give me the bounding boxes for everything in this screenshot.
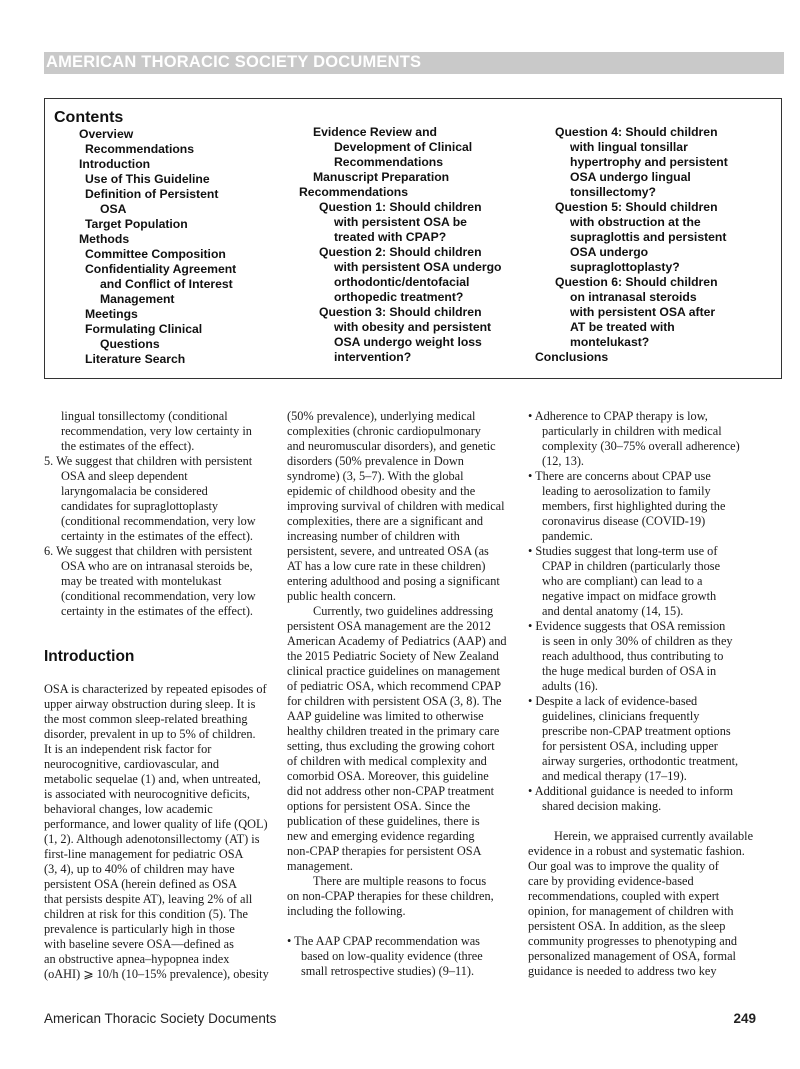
text-line: guidelines, clinicians frequently <box>542 709 700 723</box>
contents-entry[interactable]: Question 6: Should children <box>555 275 718 289</box>
contents-entry[interactable]: Literature Search <box>85 352 186 366</box>
contents-entry[interactable]: Recommendations <box>85 142 195 156</box>
contents-title: Contents <box>54 109 124 126</box>
contents-entry[interactable]: Manuscript Preparation <box>313 170 450 184</box>
contents-entry[interactable]: hypertrophy and persistent <box>570 155 728 169</box>
contents-entry[interactable]: with persistent OSA after <box>570 305 716 319</box>
text-line: There are multiple reasons to focus <box>313 874 487 888</box>
contents-entry[interactable]: Introduction <box>79 157 151 171</box>
contents-entry[interactable]: Conclusions <box>535 350 609 364</box>
text-line: persistent OSA (herein defined as OSA <box>44 877 237 891</box>
text-line: 6. We suggest that children with persistent <box>44 544 253 558</box>
text-line <box>287 919 507 934</box>
text-line: small retrospective studies) (9–11). <box>301 964 475 978</box>
text-line: complexities (chronic cardiopulmonary <box>287 424 481 438</box>
text-line: may be treated with montelukast <box>61 574 222 588</box>
text-line: members, first highlighted during the <box>542 499 726 513</box>
text-line: who are compliant) can lead to a <box>542 574 703 588</box>
text-line: comorbid OSA. Moreover, this guideline <box>287 769 489 783</box>
text-line: Our goal was to improve the quality of <box>528 859 719 873</box>
text-line: OSA is characterized by repeated episodes of <box>44 682 267 696</box>
text-line: shared decision making. <box>542 799 662 813</box>
contents-entry[interactable]: with persistent OSA undergo <box>334 260 502 274</box>
contents-entry[interactable]: Meetings <box>85 307 138 321</box>
contents-column-2 <box>299 125 501 365</box>
contents-entry[interactable]: and Conflict of Interest <box>100 277 233 291</box>
text-line: an obstructive apnea–hypopnea index <box>44 952 230 966</box>
section-banner <box>44 52 784 74</box>
contents-entry[interactable]: OSA undergo <box>570 245 649 259</box>
contents-entry[interactable]: orthodontic/dentofacial <box>334 275 470 289</box>
contents-entry[interactable]: Evidence Review and <box>313 125 437 139</box>
text-line: (conditional recommendation, very low <box>61 514 256 528</box>
contents-entry[interactable]: Definition of Persistent <box>85 187 219 201</box>
contents-entry[interactable]: tonsillectomy? <box>570 185 657 199</box>
text-line: clinical practice guidelines on management <box>287 664 501 678</box>
contents-entry[interactable]: Overview <box>79 127 134 141</box>
text-line: guidance is needed to address two key <box>528 964 717 978</box>
contents-entry[interactable]: OSA <box>100 202 127 216</box>
text-line: persistent OSA management are the 2012 <box>287 619 491 633</box>
text-line: (conditional recommendation, very low <box>61 589 256 603</box>
contents-entry[interactable]: Committee Composition <box>85 247 226 261</box>
text-line: for persistent OSA, including upper <box>542 739 718 753</box>
text-line: on non-CPAP therapies for these children, <box>287 889 494 903</box>
contents-entry[interactable]: supraglottis and persistent <box>570 230 727 244</box>
text-line: airway surgeries, orthodontic treatment, <box>542 754 739 768</box>
text-line: the huge medical burden of OSA in <box>542 664 717 678</box>
text-line: behavioral changes, low academic <box>44 802 213 816</box>
text-line: recommendations, coupled with expert <box>528 889 720 903</box>
text-line: and dental anatomy (14, 15). <box>542 604 684 618</box>
text-line: reach adulthood, thus contributing to <box>542 649 724 663</box>
text-line: Herein, we appraised currently available <box>554 829 754 843</box>
text-line: increasing number of children with <box>287 529 460 543</box>
right-column <box>528 409 753 979</box>
contents-entry[interactable]: AT be treated with <box>570 320 675 334</box>
contents-entry[interactable]: on intranasal steroids <box>570 290 697 304</box>
text-line: (50% prevalence), underlying medical <box>287 409 476 423</box>
text-line: improving survival of children with medical <box>287 499 505 513</box>
contents-entry[interactable]: Question 3: Should children <box>319 305 482 319</box>
text-line: personalized management of OSA, formal <box>528 949 736 963</box>
banner-text: AMERICAN THORACIC SOCIETY DOCUMENTS <box>46 53 422 71</box>
text-line: It is an independent risk factor for <box>44 742 212 756</box>
text-line: • Despite a lack of evidence-based <box>528 694 698 708</box>
text-line: healthy children treated in the primary care <box>287 724 500 738</box>
contents-entry[interactable]: Recommendations <box>299 185 409 199</box>
text-line: publication of these guidelines, there is <box>287 814 480 828</box>
text-line: persistent, severe, and untreated OSA (as <box>287 544 489 558</box>
text-line: syndrome) (3, 5–7). With the global <box>287 469 464 483</box>
text-line: new and emerging evidence regarding <box>287 829 475 843</box>
text-line: coronavirus disease (COVID-19) <box>542 514 706 528</box>
contents-entry[interactable]: with obesity and persistent <box>334 320 492 334</box>
text-line: pandemic. <box>542 529 593 543</box>
text-line: disorders (50% prevalence in Down <box>287 454 464 468</box>
text-line: of pediatric OSA, which recommend CPAP <box>287 679 502 693</box>
text-line: community progresses to phenotyping and <box>528 934 738 948</box>
text-line: the estimates of the effect). <box>61 439 195 453</box>
text-line: and neuromuscular disorders), and genetic <box>287 439 496 453</box>
text-line: complexities, there are a significant and <box>287 514 483 528</box>
text-line: AAP guideline was limited to otherwise <box>287 709 484 723</box>
text-line: neurocognitive, cardiovascular, and <box>44 757 220 771</box>
text-line: the 2015 Pediatric Society of New Zealand <box>287 649 499 663</box>
footer-journal-name: American Thoracic Society Documents <box>44 1011 277 1026</box>
contents-entry[interactable]: Use of This Guideline <box>85 172 210 186</box>
text-line: American Academy of Pediatrics (AAP) and <box>287 634 507 648</box>
text-line: lingual tonsillectomy (conditional <box>61 409 228 423</box>
text-line: candidates for supraglottoplasty <box>61 499 219 513</box>
text-line: entering adulthood and posing a significant <box>287 574 500 588</box>
text-line: leading to aerosolization to family <box>542 484 711 498</box>
text-line: setting, thus excluding the growing cohort <box>287 739 495 753</box>
text-line: certainty in the estimates of the effect). <box>61 604 254 618</box>
contents-entry[interactable]: Management <box>100 292 175 306</box>
contents-entry[interactable]: supraglottoplasty? <box>570 260 680 274</box>
contents-entry[interactable]: Questions <box>100 337 160 351</box>
text-line: OSA and sleep dependent <box>61 469 188 483</box>
text-line: (oAHI) ⩾ 10/h (10–15% prevalence), obesity <box>44 967 269 981</box>
text-line: laryngomalacia be considered <box>61 484 208 498</box>
text-line: (3, 4), up to 40% of children may have <box>44 862 235 876</box>
text-line: epidemic of childhood obesity and the <box>287 484 476 498</box>
text-line: management. <box>287 859 353 873</box>
text-line: (12, 13). <box>542 454 585 468</box>
contents-entry[interactable]: with persistent OSA be <box>334 215 467 229</box>
text-line: • Evidence suggests that OSA remission <box>528 619 726 633</box>
text-line: negative impact on midface growth <box>542 589 717 603</box>
text-line: • The AAP CPAP recommendation was <box>287 934 480 948</box>
text-line: and medical therapy (17–19). <box>542 769 687 783</box>
text-line: upper airway obstruction during sleep. It is <box>44 697 256 711</box>
contents-column-3 <box>535 125 728 365</box>
text-line: non-CPAP therapies for persistent OSA <box>287 844 482 858</box>
text-line: CPAP in children (particularly those <box>542 559 721 573</box>
text-line: performance, and lower quality of life (QOL) <box>44 817 268 831</box>
text-line: adults (16). <box>542 679 599 693</box>
text-line: disorder, prevalent in up to 5% of children. <box>44 727 256 741</box>
text-line: with baseline severe OSA—defined as <box>44 937 234 951</box>
text-line: children at risk for this condition (5). The <box>44 907 248 921</box>
text-line: (1, 2). Although adenotonsillectomy (AT) is <box>44 832 260 846</box>
text-line: first-line management for pediatric OSA <box>44 847 244 861</box>
text-line: particularly in children with medical <box>542 424 722 438</box>
left-column-recommendations <box>44 409 256 619</box>
text-line: • Studies suggest that long-term use of <box>528 544 718 558</box>
text-line: recommendation, very low certainty in <box>61 424 252 438</box>
text-line: that persists despite AT), leaving 2% of all <box>44 892 253 906</box>
text-line: including the following. <box>287 904 406 918</box>
text-line: evidence in a robust and systematic fashion. <box>528 844 745 858</box>
text-line: prescribe non-CPAP treatment options <box>542 724 731 738</box>
contents-entry[interactable]: Question 4: Should children <box>555 125 718 139</box>
text-line: • Additional guidance is needed to inform <box>528 784 734 798</box>
contents-entry[interactable]: treated with CPAP? <box>334 230 447 244</box>
text-line: opinion, for management of children with <box>528 904 734 918</box>
text-line: • Adherence to CPAP therapy is low, <box>528 409 708 423</box>
contents-entry[interactable]: OSA undergo weight loss <box>334 335 482 349</box>
text-line: options for persistent OSA. Since the <box>287 799 471 813</box>
middle-column <box>287 409 507 979</box>
left-column-introduction <box>44 682 269 982</box>
contents-column-1 <box>65 127 236 367</box>
text-line: Currently, two guidelines addressing <box>313 604 494 618</box>
text-line: 5. We suggest that children with persistent <box>44 454 253 468</box>
contents-entry[interactable]: Recommendations <box>334 155 444 169</box>
contents-entry[interactable]: Development of Clinical <box>334 140 473 154</box>
text-line: OSA who are on intranasal steroids be, <box>61 559 253 573</box>
text-line: prevalence is particularly high in those <box>44 922 235 936</box>
contents-entry[interactable]: with lingual tonsillar <box>570 140 688 154</box>
text-line: the most common sleep-related breathing <box>44 712 248 726</box>
text-line: for children with persistent OSA (3, 8). The <box>287 694 502 708</box>
contents-box <box>44 98 782 379</box>
text-line: metabolic sequelae (1) and, when untreated, <box>44 772 261 786</box>
contents-entry[interactable]: Formulating Clinical <box>85 322 203 336</box>
contents-entry[interactable]: OSA undergo lingual <box>570 170 691 184</box>
text-line: is seen in only 30% of children as they <box>542 634 733 648</box>
footer-page-number: 249 <box>733 1011 756 1026</box>
text-line: • There are concerns about CPAP use <box>528 469 711 483</box>
text-line: persistent OSA. In addition, as the sleep <box>528 919 726 933</box>
text-line: based on low-quality evidence (three <box>301 949 483 963</box>
contents-entry[interactable]: Confidentiality Agreement <box>85 262 237 276</box>
text-line: public health concern. <box>287 589 396 603</box>
contents-entry[interactable]: with obstruction at the <box>570 215 701 229</box>
text-line: of children with medical complexity and <box>287 754 487 768</box>
text-line: complexity (30–75% overall adherence) <box>542 439 740 453</box>
contents-entry[interactable]: Question 1: Should children <box>319 200 482 214</box>
text-line: certainty in the estimates of the effect). <box>61 529 254 543</box>
introduction-heading: Introduction <box>44 648 135 665</box>
contents-entry[interactable]: montelukast? <box>570 335 650 349</box>
text-line: is associated with neurocognitive deficits, <box>44 787 250 801</box>
contents-entry[interactable]: Methods <box>79 232 130 246</box>
contents-entry[interactable]: Question 2: Should children <box>319 245 482 259</box>
text-line: AT has a low cure rate in these children) <box>287 559 486 573</box>
contents-entry[interactable]: Target Population <box>85 217 188 231</box>
text-line: care by providing evidence-based <box>528 874 694 888</box>
contents-entry[interactable]: orthopedic treatment? <box>334 290 464 304</box>
contents-entry[interactable]: Question 5: Should children <box>555 200 718 214</box>
contents-entry[interactable]: intervention? <box>334 350 412 364</box>
text-line <box>528 814 753 829</box>
text-line: did not address other non-CPAP treatment <box>287 784 495 798</box>
